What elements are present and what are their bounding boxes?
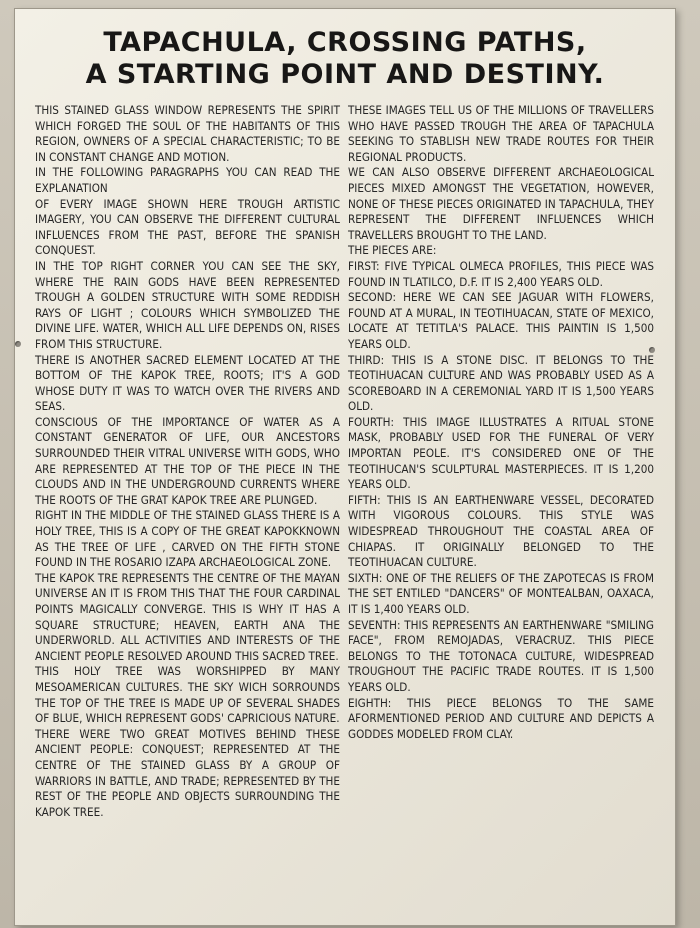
paragraph: SECOND: HERE WE CAN SEE JAGUAR WITH FLOWERS, FOUND AT A MURAL, IN TEOTIHUACAN, STATE OF MEXICO, LOCATE AT TETITLA'S PALACE. THIS PAINTIN IS 1,500 YEARS OLD. (348, 290, 654, 351)
paragraph: IN THE FOLLOWING PARAGRAPHS YOU CAN READ THE EXPLANATION (35, 165, 340, 195)
paragraph: FOURTH: THIS IMAGE ILLUSTRATES A RITUAL STONE MASK, PROBABLY USED FOR THE FUNERAL OF VERY IMPORTAN PEOLE. IT'S CONSIDERED ONE OF THE TEOTIHUCAN'S SCULPTURAL MASTERPIECES. IT IS 1,200 YEARS OLD. (348, 414, 654, 492)
mounting-screw-icon (649, 347, 655, 353)
paragraph: THIS STAINED GLASS WINDOW REPRESENTS THE SPIRIT WHICH FORGED THE SOUL OF THE HABITANTS OF THIS REGION, OWNERS OF A SPECIAL CHARACTERISTIC; TO BE IN CONSTANT CHANGE AND MOTION. (35, 103, 340, 164)
plaque-title (15, 27, 675, 91)
paragraph: THERE WERE TWO GREAT MOTIVES BEHIND THESE ANCIENT PEOPLE: CONQUEST; REPRESENTED AT THE CENTRE OF THE STAINED GLASS BY A GROUP OF WARRIORS IN BATTLE, AND TRADE; REPRESENTED BY THE REST OF THE PEOPLE AND OBJECTS SURROUNDING THE KAPOK TREE. (35, 726, 340, 819)
paragraph: THERE IS ANOTHER SACRED ELEMENT LOCATED AT THE BOTTOM OF THE KAPOK TREE, ROOTS; IT'S A GOD WHOSE DUTY IT WAS TO WATCH OVER THE RIVERS AND SEAS. (35, 352, 340, 414)
paragraph: THIRD: THIS IS A STONE DISC. IT BELONGS TO THE TEOTIHUACAN CULTURE AND WAS PROBABLY USED AS A SCOREBOARD IN A CEREMONIAL YARD IT IS 1,500 YEARS OLD. (348, 352, 654, 414)
title-line-1: TAPACHULA, CROSSING PATHS, (103, 27, 587, 58)
paragraph: IN THE TOP RIGHT CORNER YOU CAN SEE THE SKY, WHERE THE RAIN GODS HAVE BEEN REPRESENTED TROUGH A GOLDEN STRUCTURE WITH SOME REDDISH RAYS OF LIGHT ; COLOURS WHICH SYMBOLIZED THE DIVINE LIFE. WATER, WHICH ALL LIFE DEPENDS ON, RISES FROM THIS STRUCTURE. (35, 258, 340, 351)
paragraph: SEVENTH: THIS REPRESENTS AN EARTHENWARE "SMILING FACE", FROM REMOJADAS, VERACRUZ. THIS PIECE BELONGS TO THE TOTONACA CULTURE, WIDESPREAD TROUGHOUT THE PACIFIC TRADE ROUTES. IT IS 1,500 YEARS OLD. (348, 617, 654, 694)
paragraph: EIGHTH: THIS PIECE BELONGS TO THE SAME AFORMENTIONED PERIOD AND CULTURE AND DEPICTS A GODDES MODELED FROM CLAY. (348, 695, 654, 741)
paragraph: WE CAN ALSO OBSERVE DIFFERENT ARCHAEOLOGICAL PIECES MIXED AMONGST THE VEGETATION, HOWEVER, NONE OF THESE PIECES ORIGINATED IN TAPACHULA, THEY REPRESENT THE DIFFERENT INFLUENCES WHICH TRAVELLERS BROUGHT TO THE LAND. (348, 165, 654, 242)
left-text-column (35, 103, 340, 820)
information-plaque (14, 8, 676, 926)
paragraph: THESE IMAGES TELL US OF THE MILLIONS OF TRAVELLERS WHO HAVE PASSED TROUGH THE AREA OF TAPACHULA SEEKING TO STABLISH NEW TRADE ROUTES FOR THEIR REGIONAL PRODUCTS. (348, 103, 654, 164)
paragraph: RIGHT IN THE MIDDLE OF THE STAINED GLASS THERE IS A HOLY TREE, THIS IS A COPY OF THE GREAT KAPOKKNOWN AS THE TREE OF LIFE , CARVED ON THE FIFTH STONE FOUND IN THE ROSARIO IZAPA ARCHAEOLOGICAL ZONE. (35, 508, 340, 570)
paragraph: THIS HOLY TREE WAS WORSHIPPED BY MANY MESOAMERICAN CULTURES. THE SKY WICH SORROUNDS THE TOP OF THE TREE IS MADE UP OF SEVERAL SHADES OF BLUE, WHICH REPRESENT GODS' CAPRICIOUS NATURE. (35, 664, 340, 726)
right-text-column (348, 103, 654, 742)
paragraph: FIRST: FIVE TYPICAL OLMECA PROFILES, THIS PIECE WAS FOUND IN TLATILCO, D.F. IT IS 2,400 YEARS OLD. (348, 258, 654, 289)
paragraph: OF EVERY IMAGE SHOWN HERE TROUGH ARTISTIC IMAGERY, YOU CAN OBSERVE THE DIFFERENT CULTURAL INFLUENCES FROM THE PAST, BEFORE THE SPANISH CONQUEST. (35, 196, 340, 258)
title-line-2: A STARTING POINT AND DESTINY. (85, 59, 605, 90)
paragraph: THE KAPOK TRE REPRESENTS THE CENTRE OF THE MAYAN UNIVERSE AN IT IS FROM THIS THAT THE FOUR CARDINAL POINTS MAGICALLY CONVERGE. THIS IS WHY IT HAS A SQUARE STRUCTURE; HEAVEN, EARTH ANA THE UNDERWORLD. ALL ACTIVITIES AND INTERESTS OF THE ANCIENT PEOPLE RESOLVED AROUND THIS SACRED TREE. (35, 570, 340, 663)
mounting-screw-icon (15, 341, 21, 347)
paragraph: CONSCIOUS OF THE IMPORTANCE OF WATER AS A CONSTANT GENERATOR OF LIFE, OUR ANCESTORS SURROUNDED THEIR VITRAL UNIVERSE WITH GODS, WHO ARE REPRESENTED AT THE TOP OF THE PIECE IN THE CLOUDS AND IN THE UNDERGROUND CURRENTS WHERE THE ROOTS OF THE GRAT KAPOK TREE ARE PLUNGED. (35, 414, 340, 507)
paragraph: FIFTH: THIS IS AN EARTHENWARE VESSEL, DECORATED WITH VIGOROUS COLOURS. THIS STYLE WAS WIDESPREAD THROUGHOUT THE COASTAL AREA OF CHIAPAS. IT ORIGINALLY BELONGED TO THE TEOTIHUACAN CULTURE. (348, 492, 654, 570)
paragraph: SIXTH: ONE OF THE RELIEFS OF THE ZAPOTECAS IS FROM THE SET ENTILED "DANCERS" OF MONTEALBAN, OAXACA, IT IS 1,400 YEARS OLD. (348, 570, 654, 616)
paragraph: THE PIECES ARE: (348, 243, 437, 258)
